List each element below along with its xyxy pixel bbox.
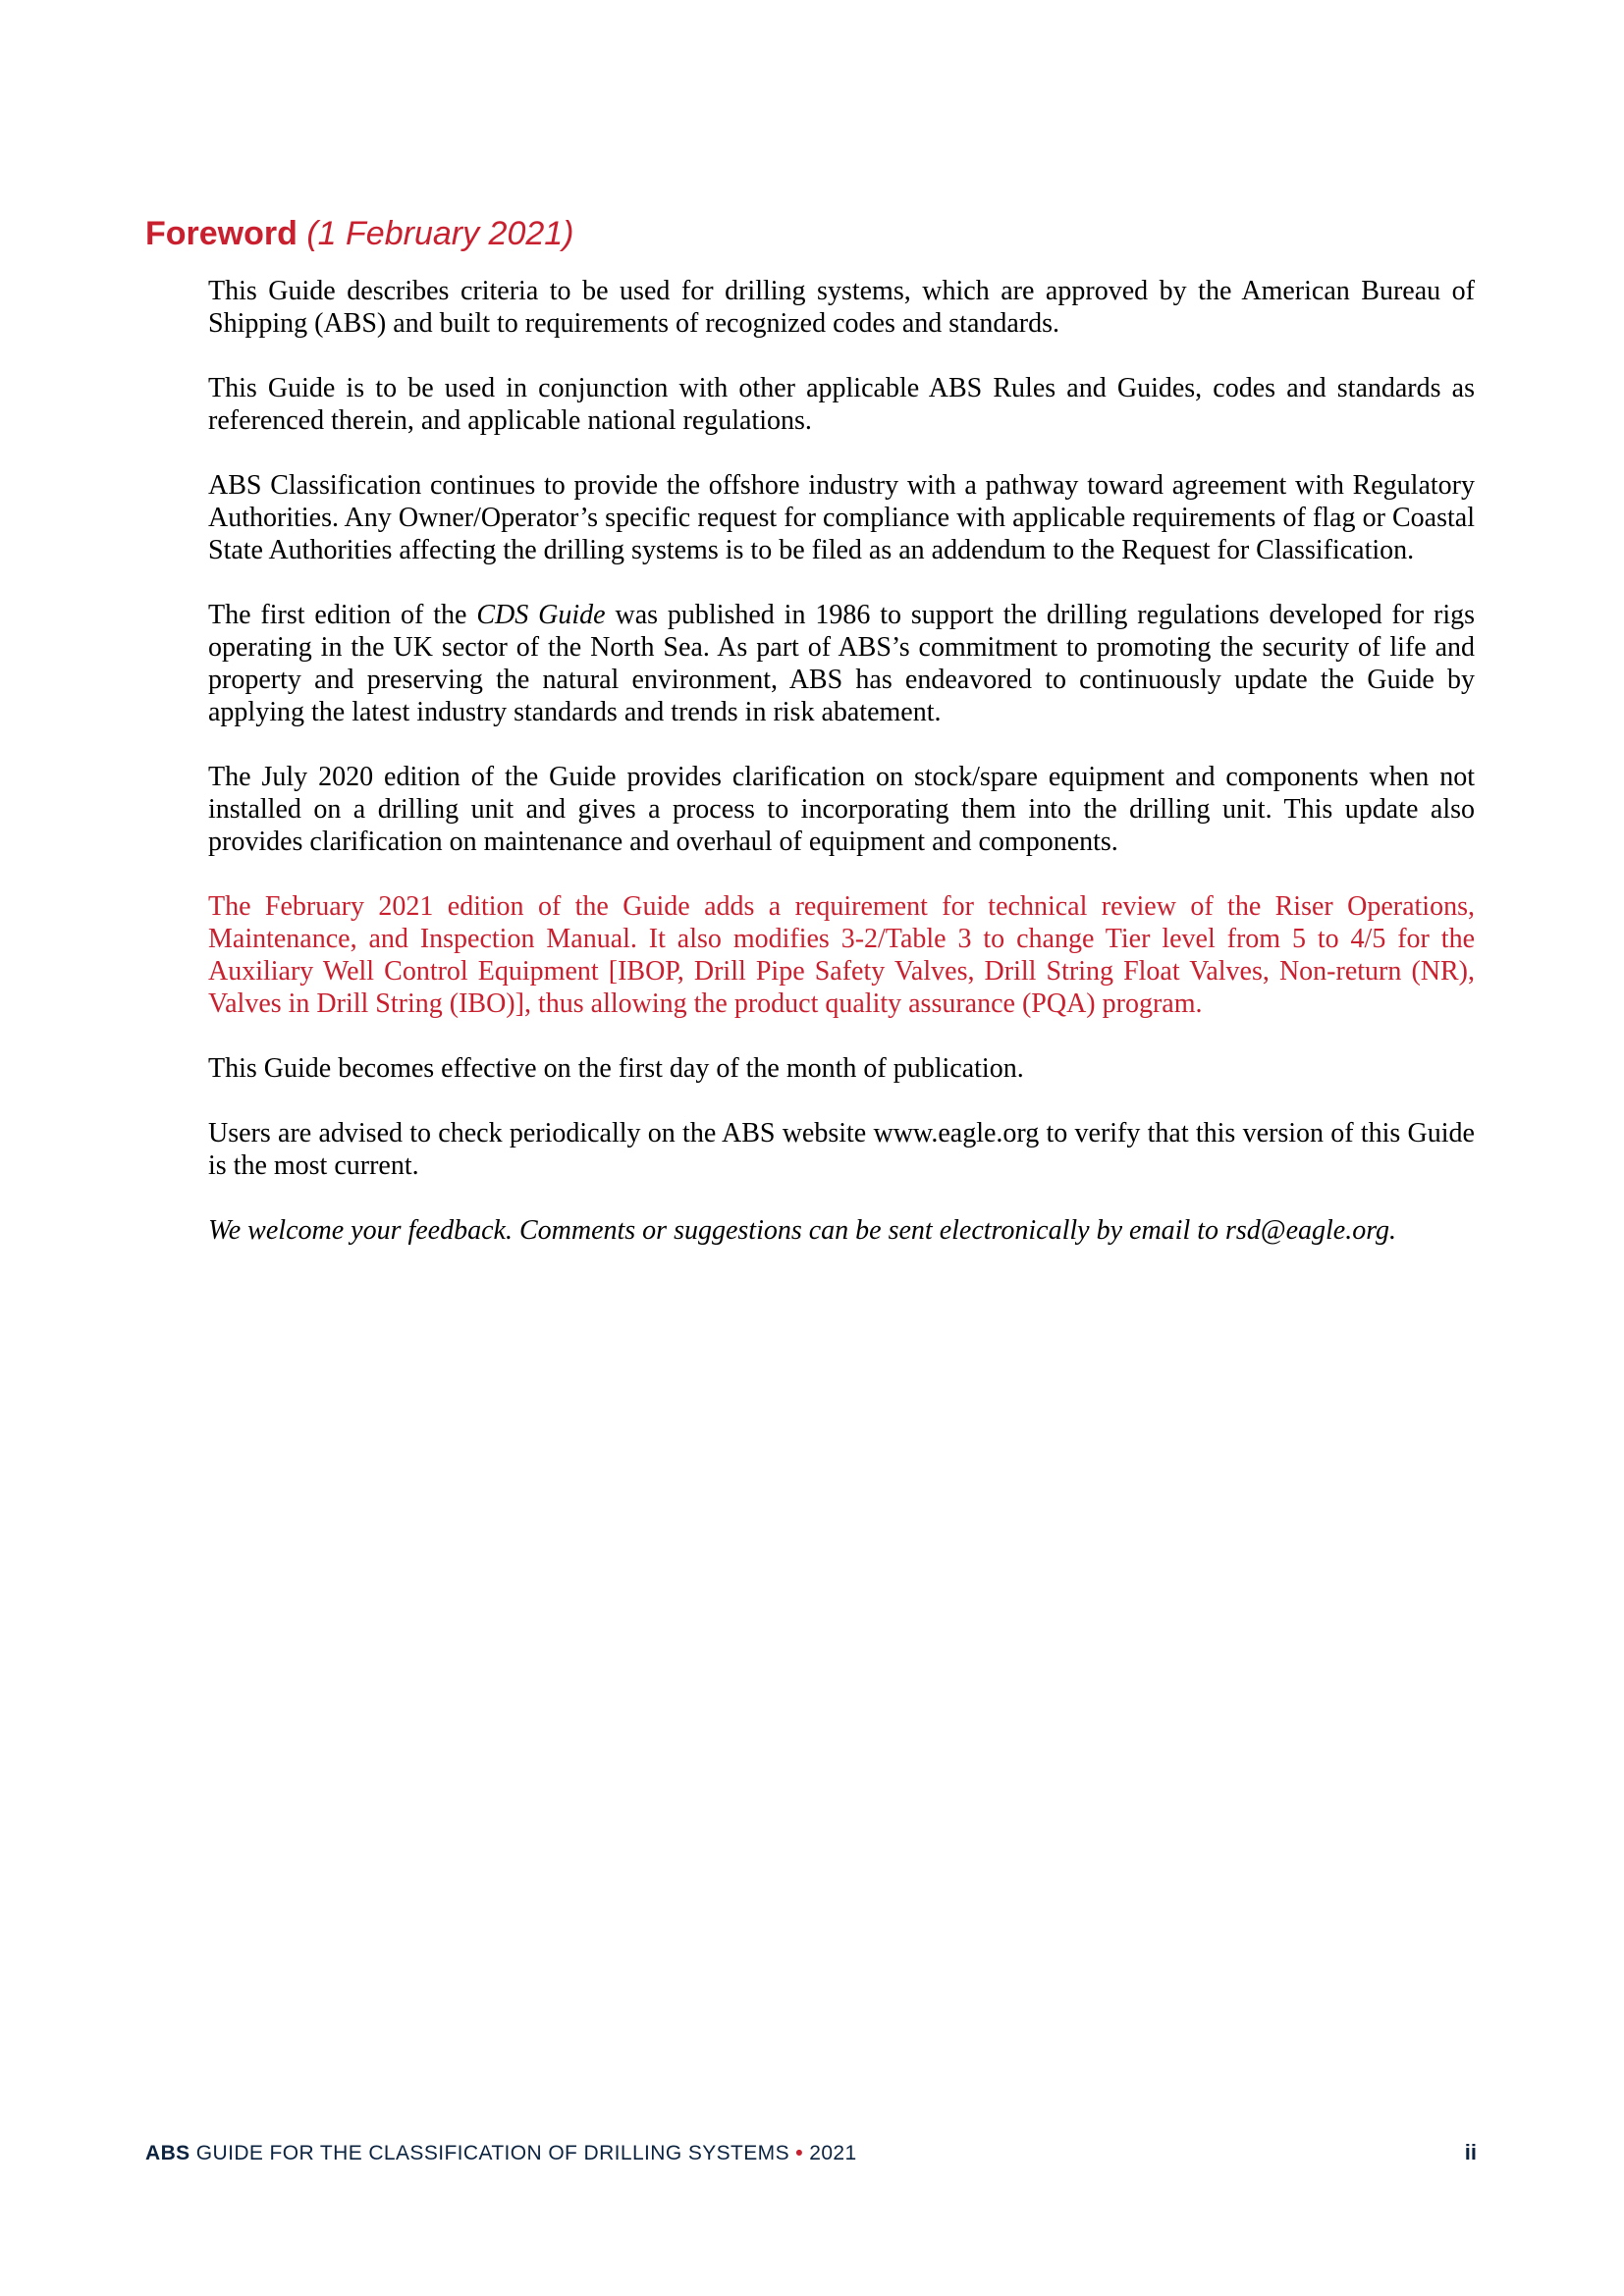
paragraph-first-edition — [208, 599, 1475, 728]
paragraph-text-segment: was published in 1986 to support the drilling regulations developed for rigs operating in the UK sector of the North Sea. As part of ABS’s commitment to promoting the security of life and property and preserving the natural environment, ABS has endeavored to continuously update the Guide by applying the latest industry standards and trends in risk abatement. — [208, 600, 1475, 727]
foreword-date: (1 February 2021) — [306, 215, 574, 252]
foreword-body — [208, 275, 1475, 1279]
cds-guide-italic: CDS Guide — [476, 600, 606, 630]
paragraph-feedback: We welcome your feedback. Comments or suggestions can be sent electronically by email to rsd@eagle.org. — [208, 1215, 1397, 1246]
page-title — [145, 214, 574, 253]
paragraph-website-notice: Users are advised to check periodically on the ABS website www.eagle.org to verify that this version of this Guide is the most current. — [208, 1118, 1475, 1181]
footer-year: 2021 — [809, 2142, 857, 2164]
paragraph-february-2021-revision: The February 2021 edition of the Guide adds a requirement for technical review of the Riser Operations, Maintenance, and Inspection Manual. It also modifies 3-2/Table 3 to change Tier level from 5 to 4/5 for the Auxiliary Well Control Equipment [IBOP, Drill Pipe Safety Valves, Drill String Float Valves, Non-return (NR), Valves in Drill String (IBO)], thus allowing the product quality assurance (PQA) program. — [208, 891, 1475, 1019]
paragraph-classification: ABS Classification continues to provide the offshore industry with a pathway toward agreement with Regulatory Authorities. Any Owner/Operator’s specific request for compliance with applicable requirements of flag or Coastal State Authorities affecting the drilling systems is to be filed as an addendum to the Request for Classification. — [208, 470, 1475, 565]
paragraph-effective-date: This Guide becomes effective on the first day of the month of publication. — [208, 1053, 1024, 1084]
abs-brand: ABS — [145, 2142, 190, 2164]
footer-title — [145, 2142, 857, 2165]
foreword-title: Foreword — [145, 215, 298, 252]
paragraph-text-segment: The first edition of the — [208, 600, 477, 630]
page-number: ii — [1464, 2140, 1477, 2164]
paragraph-scope: This Guide describes criteria to be used for drilling systems, which are approved by the American Bureau of Shipping (ABS) and built to requirements of recognized codes and standards. — [208, 276, 1475, 339]
paragraph-conjunction: This Guide is to be used in conjunction with other applicable ABS Rules and Guides, codes and standards as referenced therein, and applicable national regulations. — [208, 373, 1475, 436]
paragraph-july-2020-edition: The July 2020 edition of the Guide provides clarification on stock/spare equipment and components when not installed on a drilling unit and gives a process to incorporating them into the drilling unit. This update also provides clarification on maintenance and overhaul of equipment and components. — [208, 762, 1475, 857]
page-footer — [145, 2140, 1477, 2165]
footer-guide-title: GUIDE FOR THE CLASSIFICATION OF DRILLING SYSTEMS — [195, 2142, 789, 2164]
footer-bullet: • — [795, 2142, 803, 2164]
